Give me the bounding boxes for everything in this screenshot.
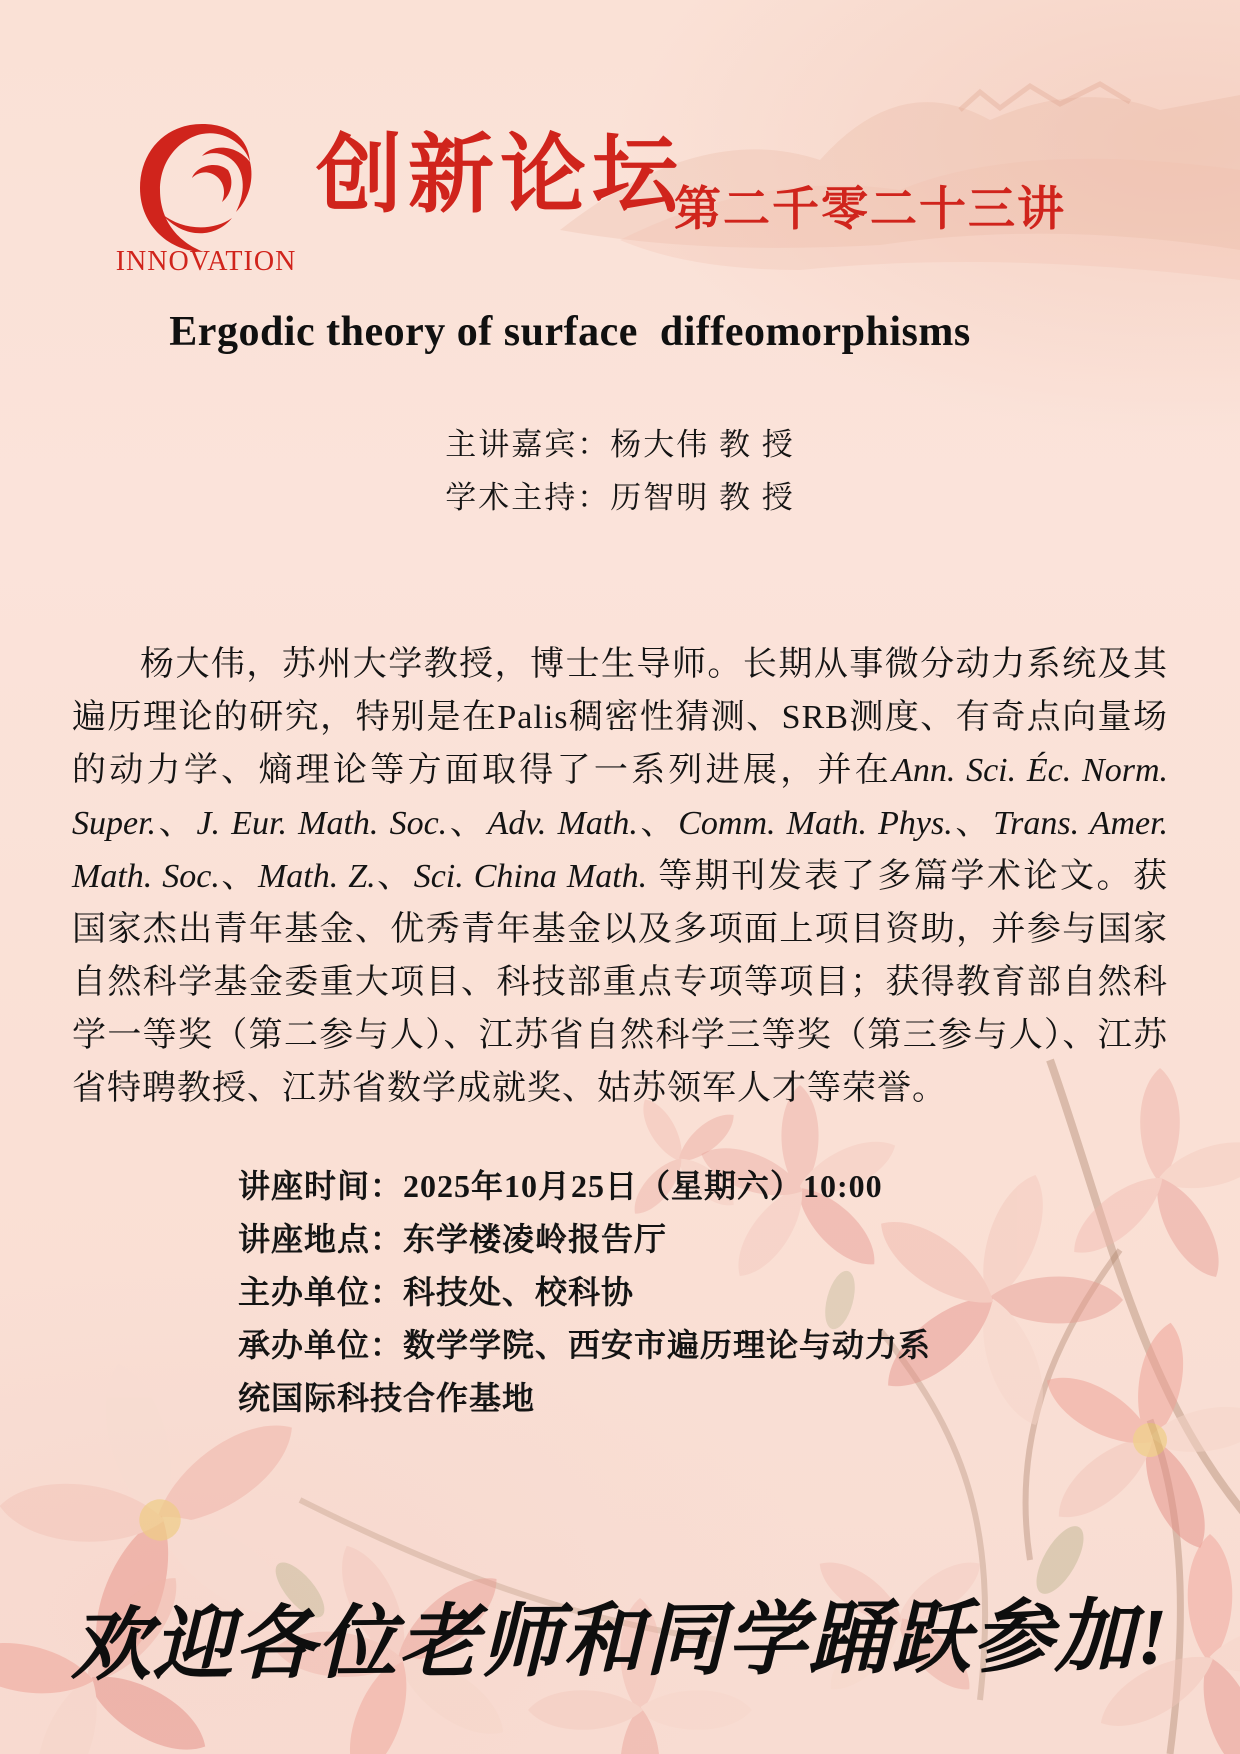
bio-separator: 、	[375, 858, 414, 895]
journal-name: Adv. Math.	[487, 805, 638, 842]
bio-separator: 、	[952, 805, 994, 842]
detail-label: 讲座地点：	[238, 1221, 404, 1257]
journal-name: Sci. China Math.	[413, 858, 648, 895]
speaker-line	[445, 418, 795, 471]
speaker-block	[0, 418, 1240, 524]
bio-text: 等期刊发表了多篇学术论文。获国家杰出青年基金、优秀青年基金以及多项面上项目资助，并参与国家自然科学基金委重大项目、科技部重点专项等项目；获得教育部自然科学一等奖（第二参与人）、江苏省自然科学三等奖（第三参与人）、江苏省特聘教授、江苏省数学成就奖、姑苏领军人才等荣誉。	[72, 858, 1168, 1107]
bio-separator: 、	[219, 858, 258, 895]
speaker-label: 主讲嘉宾：	[445, 427, 611, 462]
host-line	[445, 471, 795, 524]
forum-title: 创新论坛	[316, 127, 684, 223]
detail-line-location	[238, 1213, 954, 1266]
detail-line-co-organizer	[238, 1319, 954, 1425]
detail-line-time	[238, 1160, 954, 1213]
bio-separator: 、	[447, 805, 488, 842]
detail-label: 讲座时间：	[238, 1168, 404, 1204]
journal-name: J. Eur. Math. Soc.	[196, 805, 448, 842]
host-label: 学术主持：	[445, 480, 611, 515]
detail-value: 东学楼凌岭报告厅	[403, 1221, 668, 1257]
detail-label: 承办单位：	[238, 1327, 404, 1363]
speaker-name: 杨大伟 教 授	[610, 427, 795, 462]
journal-name: Trans. Amer. Math. Soc.	[72, 805, 1169, 895]
speaker-biography	[72, 638, 1168, 1115]
bio-separator: 、	[637, 805, 679, 842]
bio-separator: 、	[156, 805, 197, 842]
detail-line-organizer	[238, 1266, 954, 1319]
lecture-number: 第二千零二十三讲	[674, 182, 1066, 235]
lecture-details	[238, 1160, 954, 1425]
detail-label: 主办单位：	[238, 1274, 404, 1310]
innovation-logo-text: INNOVATION	[115, 246, 297, 277]
innovation-logo-icon	[132, 118, 272, 258]
speaker-lines	[445, 418, 795, 524]
journal-name: Math. Z.	[257, 858, 376, 895]
welcome-message: 欢迎各位老师和同学踊跃参加!	[70, 1593, 1170, 1691]
journal-name: Ann. Sci. Éc. Norm. Super.	[72, 752, 1168, 842]
detail-value: 2025年10月25日（星期六）10:00	[403, 1168, 883, 1204]
host-name: 历智明 教 授	[610, 480, 795, 515]
bio-text: 杨大伟，苏州大学教授，博士生导师。长期从事微分动力系统及其遍历理论的研究，特别是在Palis稠密性猜测、SRB测度、有奇点向量场的动力学、熵理论等方面取得了一系列进展，并在	[72, 646, 1168, 789]
detail-value: 数学学院、西安市遍历理论与动力系统国际科技合作基地	[238, 1327, 932, 1416]
talk-title: Ergodic theory of surface diffeomorphisms	[169, 309, 971, 355]
journal-name: Comm. Math. Phys.	[678, 805, 953, 842]
detail-value: 科技处、校科协	[403, 1274, 635, 1310]
